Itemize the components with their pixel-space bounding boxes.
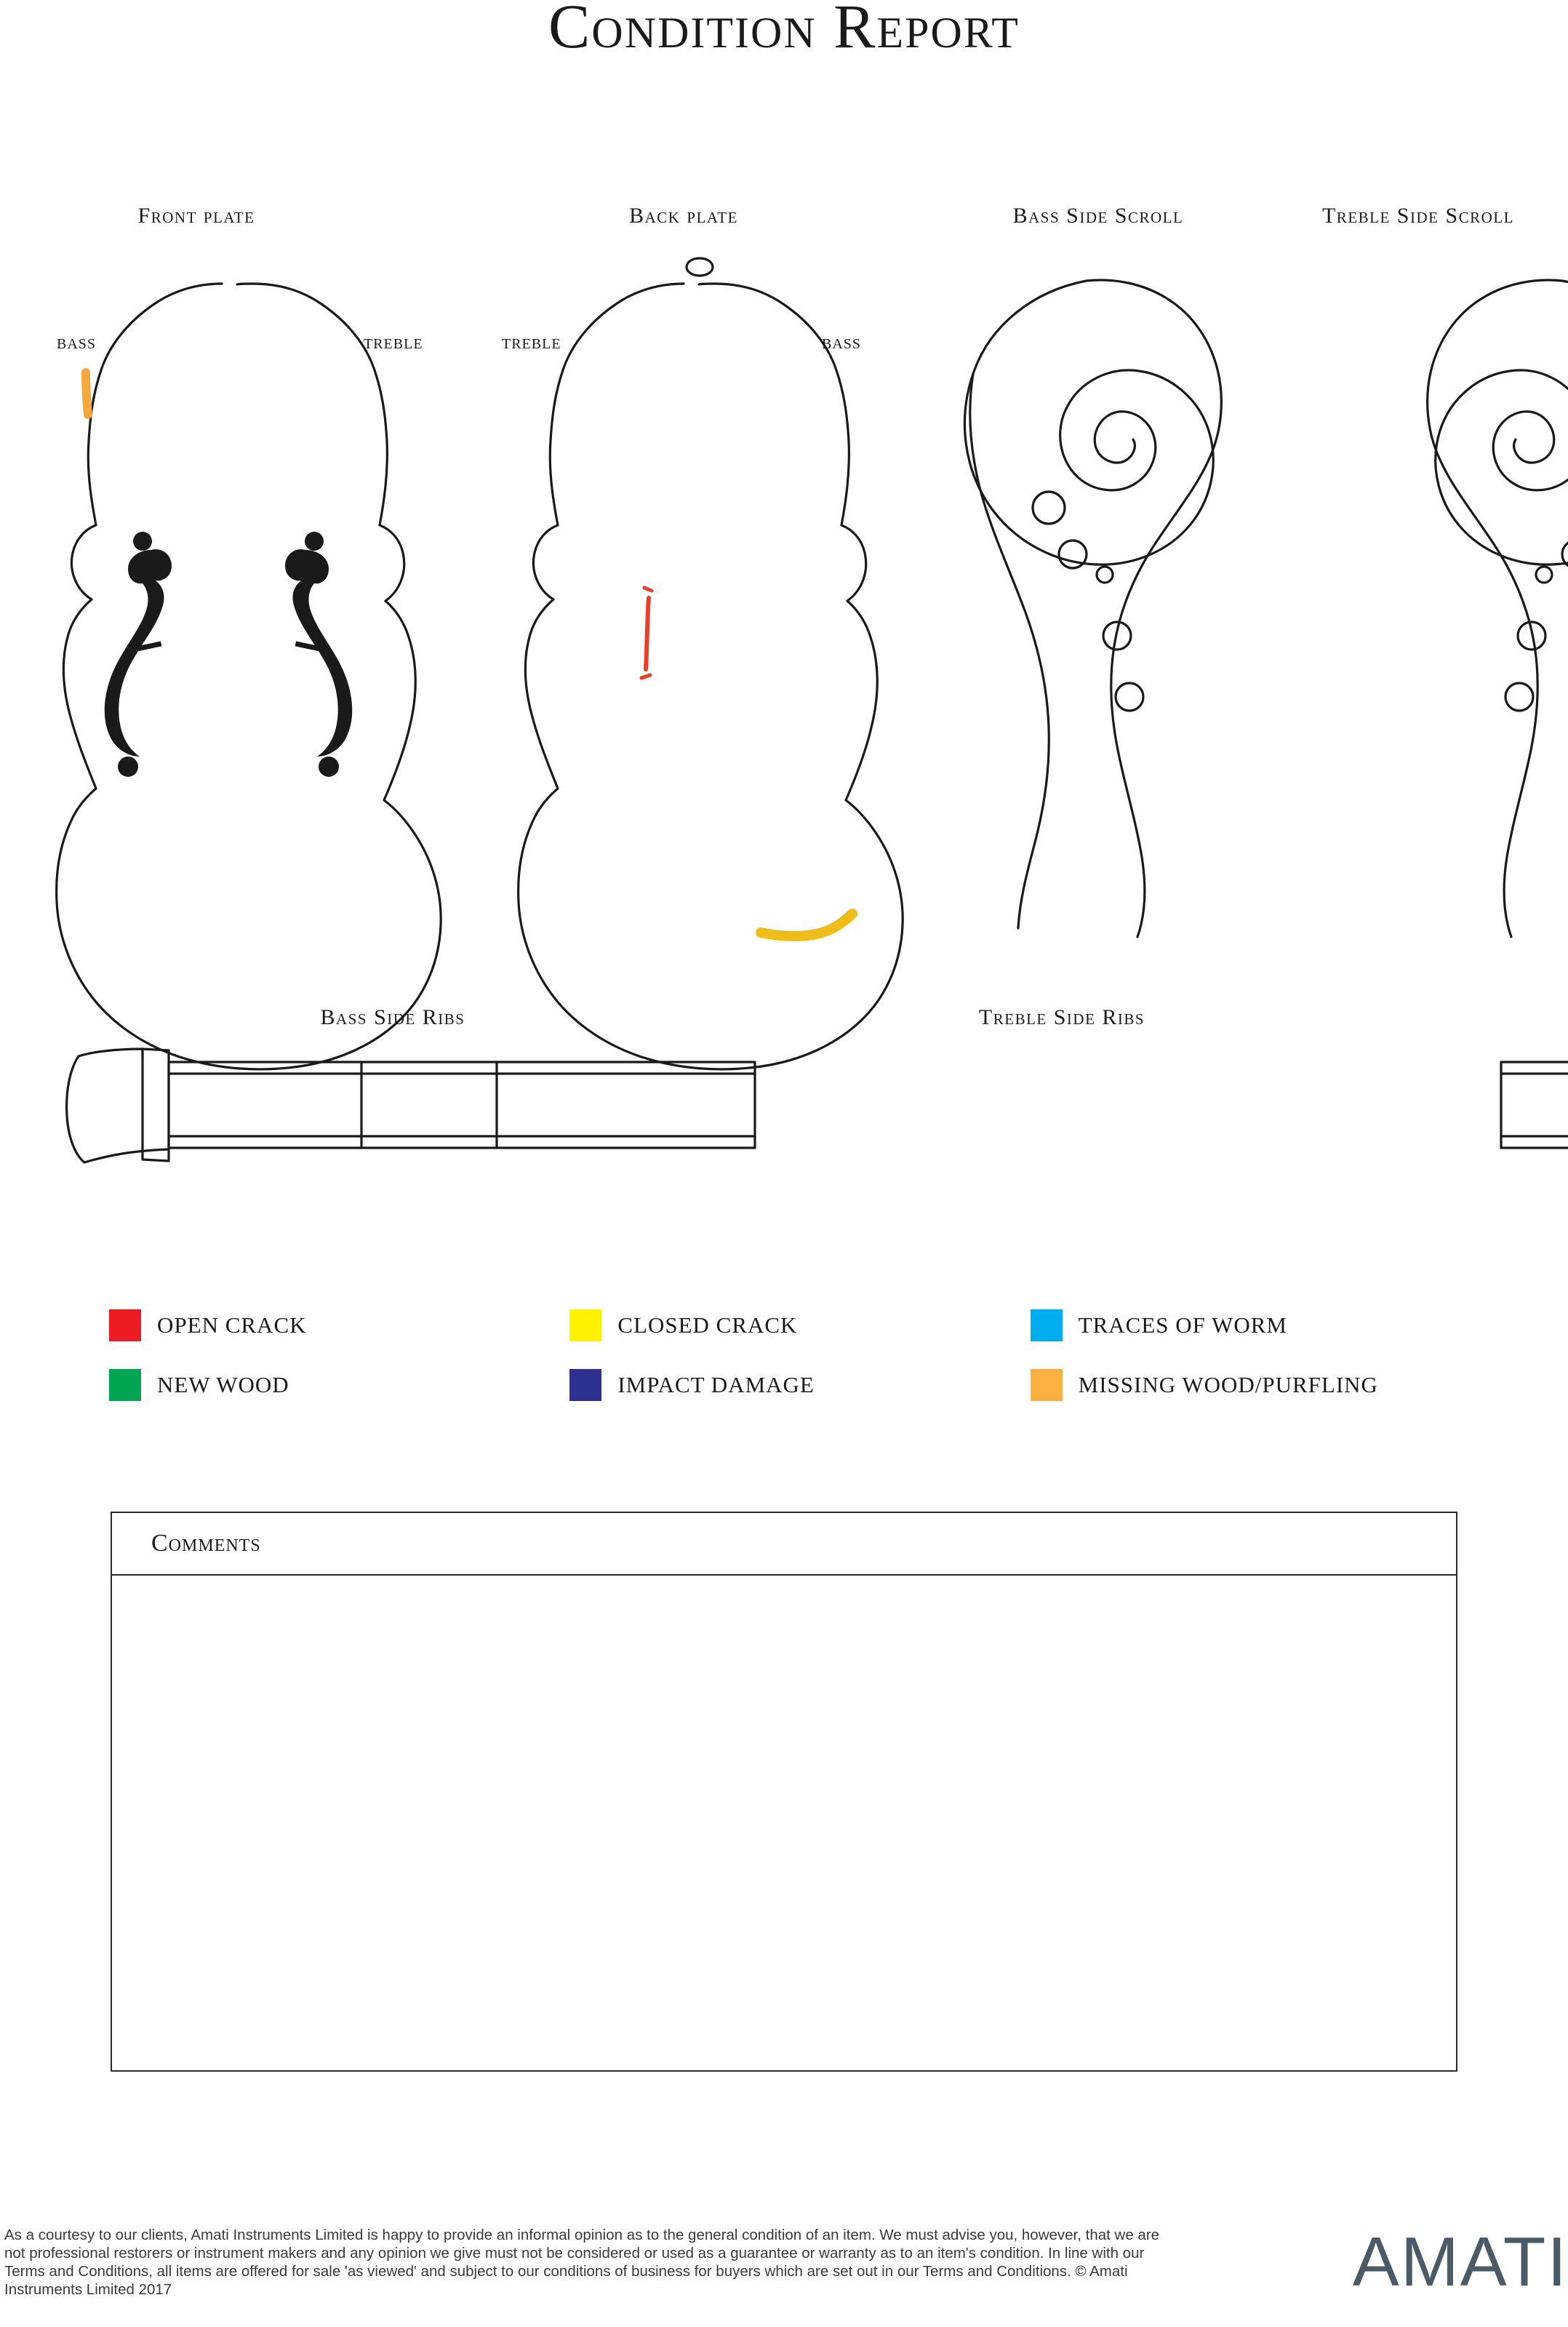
legend-item-traces-of-worm: [1031, 1309, 1491, 1341]
front-plate-outline: [57, 284, 441, 1069]
caption-front-plate: Front plate: [137, 204, 255, 228]
legend-swatch-new-wood: [109, 1369, 141, 1401]
caption-treble-side-ribs: Treble Side Ribs: [978, 1005, 1145, 1029]
legend-label-new-wood: NEW WOOD: [157, 1372, 289, 1397]
comments-box: [111, 1512, 1457, 2072]
legend-swatch-closed-crack: [569, 1309, 601, 1341]
amati-logo: AMATI: [1352, 2223, 1568, 2301]
back-plate-center-open-crack: [641, 588, 652, 678]
legend-row-1: [109, 1309, 1491, 1341]
legend-swatch-impact-damage: [569, 1369, 601, 1401]
comments-header: [112, 1513, 1456, 1576]
page-title: Condition Report: [548, 0, 1020, 61]
caption-bass-side-scroll: Bass Side Scroll: [1012, 204, 1184, 228]
comments-input[interactable]: [112, 1576, 1456, 2070]
legend-item-impact-damage: [569, 1369, 1030, 1401]
legend-swatch-missing-wood: [1031, 1369, 1063, 1401]
caption-treble-side-scroll: Treble Side Scroll: [1321, 204, 1514, 228]
bass-side-scroll-outline: [964, 280, 1221, 937]
back-plate-treble-label: TREBLE: [502, 336, 561, 352]
legend-row-2: [109, 1369, 1491, 1401]
legend-swatch-traces-of-worm: [1031, 1309, 1063, 1341]
legend-label-traces-of-worm: TRACES OF WORM: [1078, 1312, 1287, 1338]
legend-label-closed-crack: CLOSED CRACK: [617, 1312, 798, 1338]
legend-swatch-open-crack: [109, 1309, 141, 1341]
legend-label-missing-wood: MISSING WOOD/PURFLING: [1078, 1372, 1378, 1397]
comments-title: Comments: [151, 1530, 261, 1557]
legend-item-new-wood: [109, 1369, 569, 1401]
damage-legend: [109, 1309, 1491, 1429]
front-plate-upper-bass-missing-wood: [86, 372, 88, 415]
back-plate-outline: [519, 258, 903, 1069]
back-plate-bass-label: BASS: [822, 336, 862, 352]
footer-disclaimer: As a courtesy to our clients, Amati Instruments Limited is happy to provide an informal opinion as to the general condition of an item. We must advise you, however, that we are not professional restorers or instrument makers and any opinion we give must not be considered or used as a guarantee or warranty as to an item's condition. In line with our Terms and Conditions, all items are offered for sale 'as viewed' and subject to our conditions of business for buyers which are set out in our Terms and Conditions. © Amati Instruments Limited 2017: [4, 2227, 1160, 2298]
legend-item-missing-wood: [1031, 1369, 1491, 1401]
front-plate-bass-label: BASS: [57, 336, 97, 352]
front-plate-f-holes: [105, 532, 353, 777]
bass-side-ribs-outline: [67, 1049, 755, 1162]
legend-item-open-crack: [109, 1309, 569, 1341]
back-plate-lower-treble-closed-crack: [761, 914, 852, 936]
treble-side-scroll-outline: [1428, 280, 1568, 937]
caption-bass-side-ribs: Bass Side Ribs: [320, 1005, 465, 1029]
legend-label-impact-damage: IMPACT DAMAGE: [617, 1372, 815, 1397]
legend-label-open-crack: OPEN CRACK: [157, 1312, 307, 1338]
legend-item-closed-crack: [569, 1309, 1030, 1341]
treble-side-ribs-outline: [1501, 1049, 1568, 1162]
caption-back-plate: Back plate: [629, 204, 738, 228]
front-plate-treble-label: TREBLE: [364, 336, 423, 352]
